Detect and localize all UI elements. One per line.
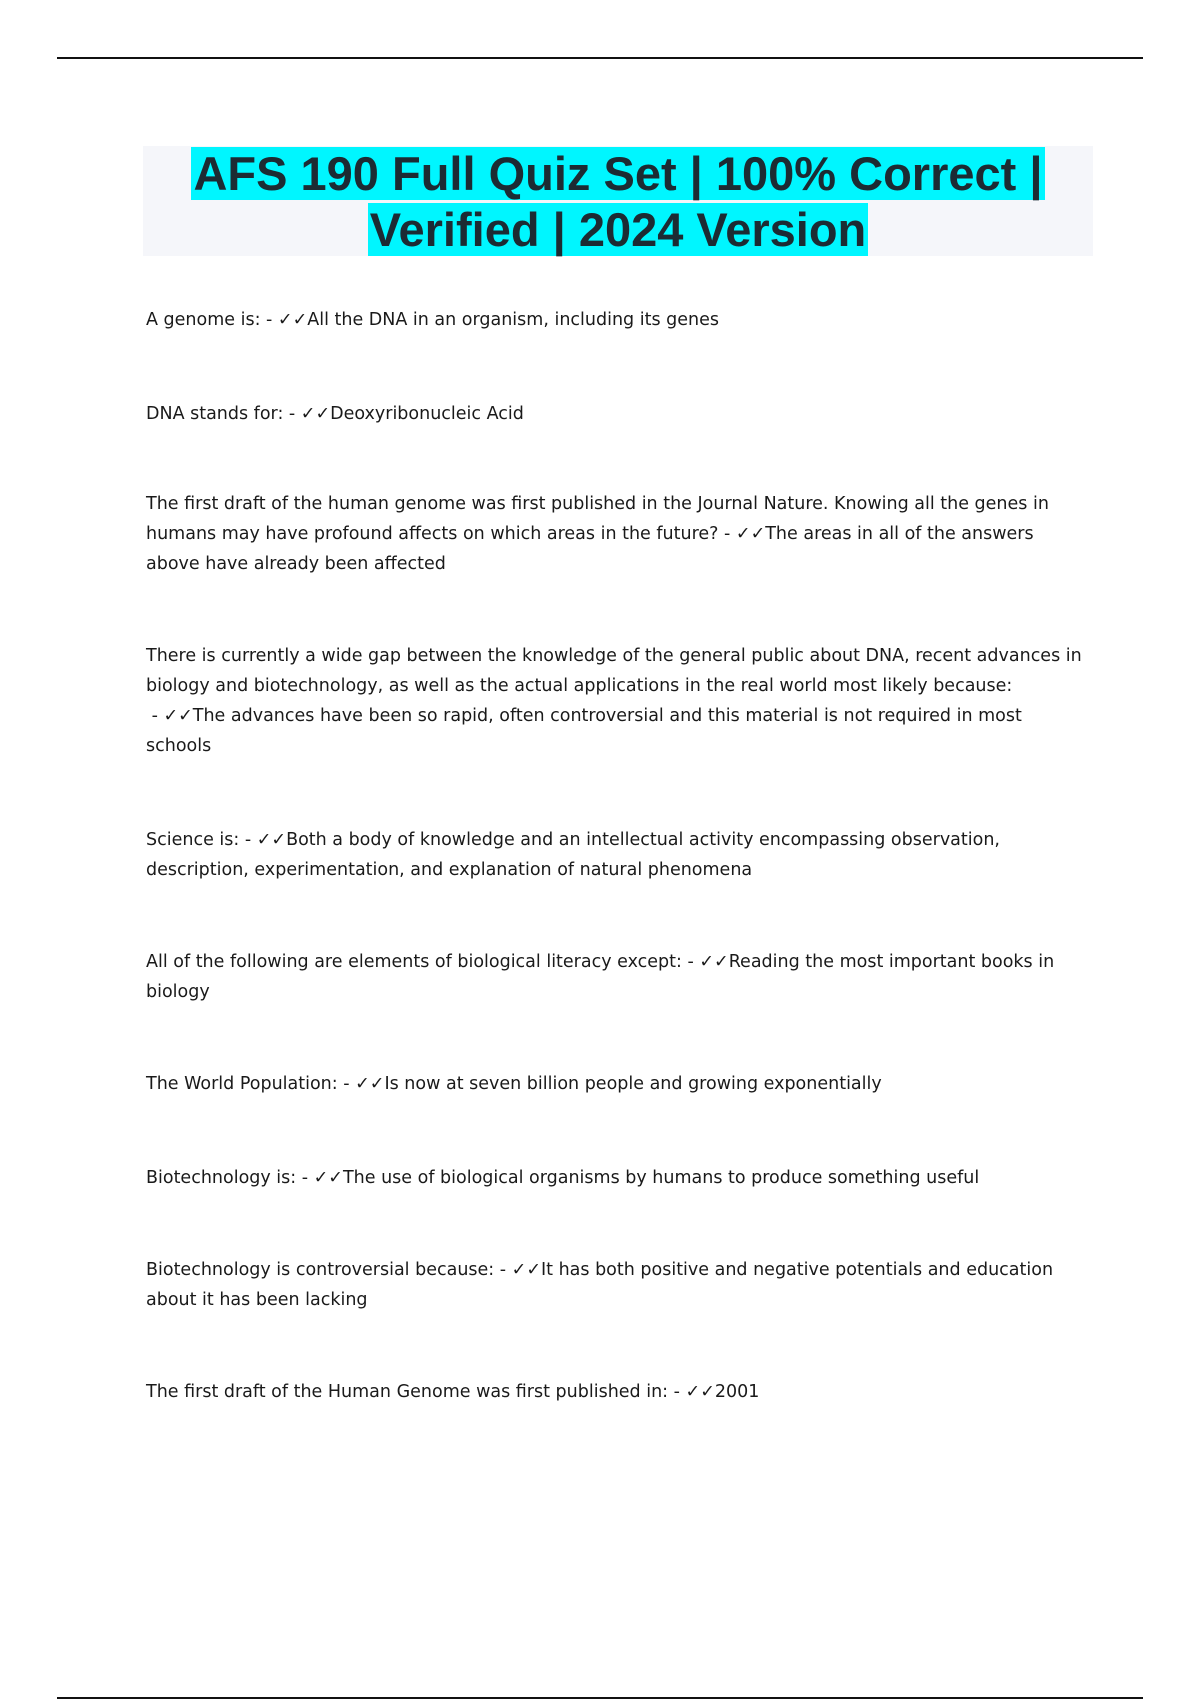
- question-text: All of the following are elements of biological literacy except:: [146, 952, 682, 972]
- question-text: The World Population:: [146, 1074, 338, 1094]
- double-check-icon: ✓✓: [277, 310, 308, 330]
- answer-text: The use of biological organisms by humans to produce something useful: [342, 1168, 980, 1188]
- double-check-icon: ✓✓: [685, 1382, 715, 1402]
- qa-list: [146, 305, 1086, 1407]
- answer-text: It has both positive and negative potentials and education about it has been lacking: [146, 1260, 1054, 1310]
- separator: -: [283, 404, 301, 424]
- separator: -: [668, 1382, 686, 1402]
- double-check-icon: ✓✓: [313, 1168, 343, 1188]
- separator: -: [681, 952, 700, 972]
- bottom-rule: [57, 1697, 1143, 1699]
- answer-text: The advances have been so rapid, often controversial and this material is not required in most schools: [146, 706, 1022, 756]
- qa-item: [146, 1069, 1086, 1099]
- question-text: Biotechnology is:: [146, 1168, 297, 1188]
- qa-item: [146, 1377, 1086, 1407]
- double-check-icon: ✓✓: [256, 830, 287, 850]
- qa-item: [146, 825, 1086, 885]
- page-title-line-1: AFS 190 Full Quiz Set | 100% Correct |: [193, 147, 1043, 200]
- answer-text: Is now at seven billion people and growing exponentially: [384, 1074, 882, 1094]
- page-title-line-2: Verified | 2024 Version: [369, 203, 867, 256]
- question-text: Biotechnology is controversial because:: [146, 1260, 495, 1280]
- double-check-icon: ✓✓: [163, 706, 193, 726]
- qa-item: [146, 489, 1086, 579]
- answer-text: Both a body of knowledge and an intellectual activity encompassing observation, description, experimentation, and explanation of natural phenomena: [146, 830, 1000, 880]
- answer-text: Deoxyribonucleic Acid: [330, 404, 524, 424]
- separator: -: [337, 1074, 356, 1094]
- separator: -: [239, 830, 257, 850]
- question-text: There is currently a wide gap between the knowledge of the general public about DNA, recent advances in biology and biotechnology, as well as the actual applications in the real world most likely because:: [146, 646, 1082, 696]
- page-title: [143, 146, 1093, 258]
- qa-item: [146, 1255, 1086, 1315]
- double-check-icon: ✓✓: [735, 524, 766, 544]
- double-check-icon: ✓✓: [355, 1074, 385, 1094]
- question-text: A genome is:: [146, 310, 261, 330]
- question-text: The first draft of the human genome was first published in the Journal Nature. Knowing all the genes in humans may have profound affects on which areas in the future?: [146, 494, 1049, 544]
- separator: -: [260, 310, 278, 330]
- question-text: Science is:: [146, 830, 240, 850]
- answer-text: 2001: [714, 1382, 760, 1402]
- separator: -: [718, 524, 736, 544]
- qa-item: [146, 641, 1086, 761]
- question-text: DNA stands for:: [146, 404, 284, 424]
- answer-text: Reading the most important books in biology: [146, 952, 1055, 1002]
- double-check-icon: ✓✓: [699, 952, 729, 972]
- top-rule: [57, 57, 1143, 59]
- answer-text: All the DNA in an organism, including its genes: [307, 310, 719, 330]
- qa-item: [146, 305, 1086, 335]
- qa-item: [146, 399, 1086, 429]
- question-text: The first draft of the Human Genome was first published in:: [146, 1382, 669, 1402]
- separator: -: [146, 706, 164, 726]
- qa-item: [146, 947, 1086, 1007]
- separator: -: [494, 1260, 512, 1280]
- qa-item: [146, 1163, 1086, 1193]
- separator: -: [296, 1168, 314, 1188]
- double-check-icon: ✓✓: [511, 1260, 541, 1280]
- double-check-icon: ✓✓: [300, 404, 331, 424]
- answer-text: The areas in all of the answers above have already been affected: [146, 524, 1034, 574]
